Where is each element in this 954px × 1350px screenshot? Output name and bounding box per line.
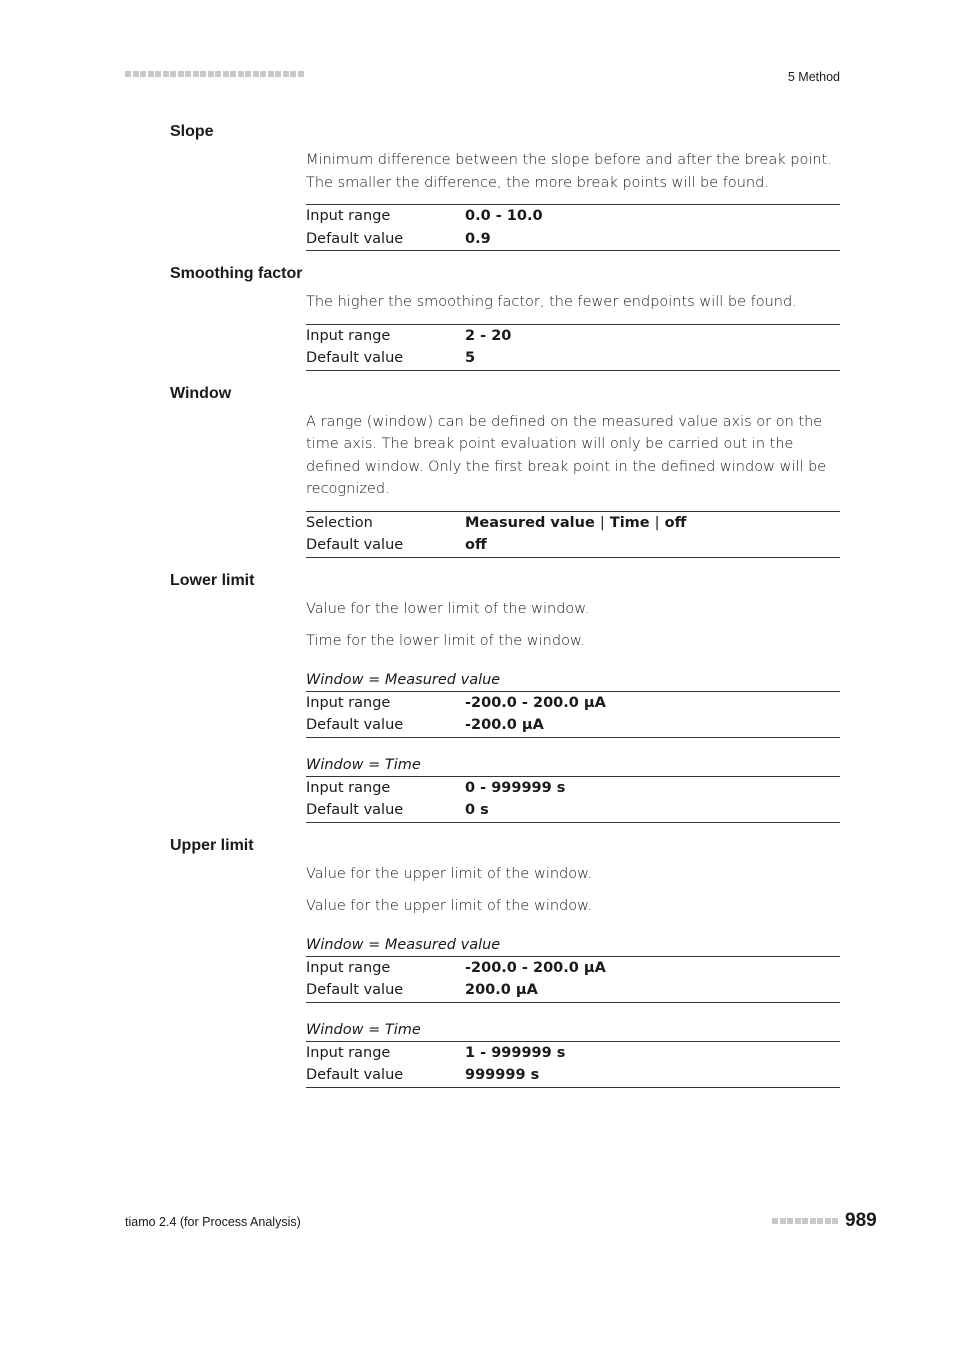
parameter-table (306, 204, 840, 251)
table-row: Input range 1 - 999999 s (306, 1044, 566, 1061)
header-decoration (125, 71, 307, 79)
table-caption: Window = Time (306, 756, 421, 773)
section-heading: Lower limit (170, 571, 255, 589)
parameter-table (306, 511, 840, 558)
table-row: Input range 0.0 - 10.0 (306, 208, 543, 224)
description: Minimum difference between the slope before and after the break point. The smaller the difference, the more break points will be found. (306, 152, 832, 191)
section-slope (170, 121, 840, 251)
table-caption: Window = Time (306, 1021, 421, 1038)
parameter-table (306, 776, 840, 823)
footer-decoration (772, 1218, 840, 1226)
table-row: Default value off (306, 537, 487, 553)
description: Value for the lower limit of the window. (306, 600, 590, 617)
section-window (170, 383, 840, 558)
chapter-title: 5 Method (787, 70, 840, 84)
table-row: Input range 0 - 999999 s (306, 779, 566, 796)
selection-options: Measured value | Time | off (465, 514, 687, 531)
table-row: Default value 999999 s (306, 1067, 540, 1083)
page-number: 989 (845, 1210, 877, 1231)
parameter-table (306, 691, 840, 738)
table-row: Selection Measured value | Time | off (306, 511, 840, 534)
table-row: Default value 5 (306, 350, 476, 366)
footer-product-name: tiamo 2.4 (for Process Analysis) (125, 1215, 301, 1229)
table-row: Input range -200.0 - 200.0 µA (306, 694, 606, 711)
main-content (170, 121, 840, 1100)
section-heading: Upper limit (170, 836, 254, 854)
description: The higher the smoothing factor, the fewer endpoints will be found. (306, 294, 797, 310)
table-row: Default value -200.0 µA (306, 717, 544, 733)
section-smoothing-factor (170, 263, 840, 371)
section-heading: Window (170, 384, 232, 402)
table-caption: Window = Measured value (306, 671, 501, 688)
section-lower-limit (170, 570, 840, 823)
parameter-table (306, 324, 840, 371)
parameter-table (306, 956, 840, 1003)
table-row: Default value 0.9 (306, 230, 491, 247)
section-heading: Smoothing factor (170, 265, 303, 282)
table-row: Default value 200.0 µA (306, 982, 538, 998)
section-upper-limit (170, 835, 840, 1088)
description: Time for the lower limit of the window. (306, 633, 586, 649)
description: Value for the upper limit of the window. (306, 865, 593, 882)
table-row: Input range 2 - 20 (306, 327, 512, 344)
description: A range (window) can be defined on the measured value axis or on the time axis. The break point evaluation will only be carried out in the defined window. Only the first break point in the defined window will be recognized. (306, 413, 827, 497)
table-caption: Window = Measured value (306, 936, 501, 953)
description: Value for the upper limit of the window. (306, 898, 593, 914)
table-row: Input range -200.0 - 200.0 µA (306, 959, 606, 976)
table-row: Default value 0 s (306, 802, 489, 818)
section-heading: Slope (170, 123, 214, 140)
parameter-table (306, 1041, 840, 1088)
